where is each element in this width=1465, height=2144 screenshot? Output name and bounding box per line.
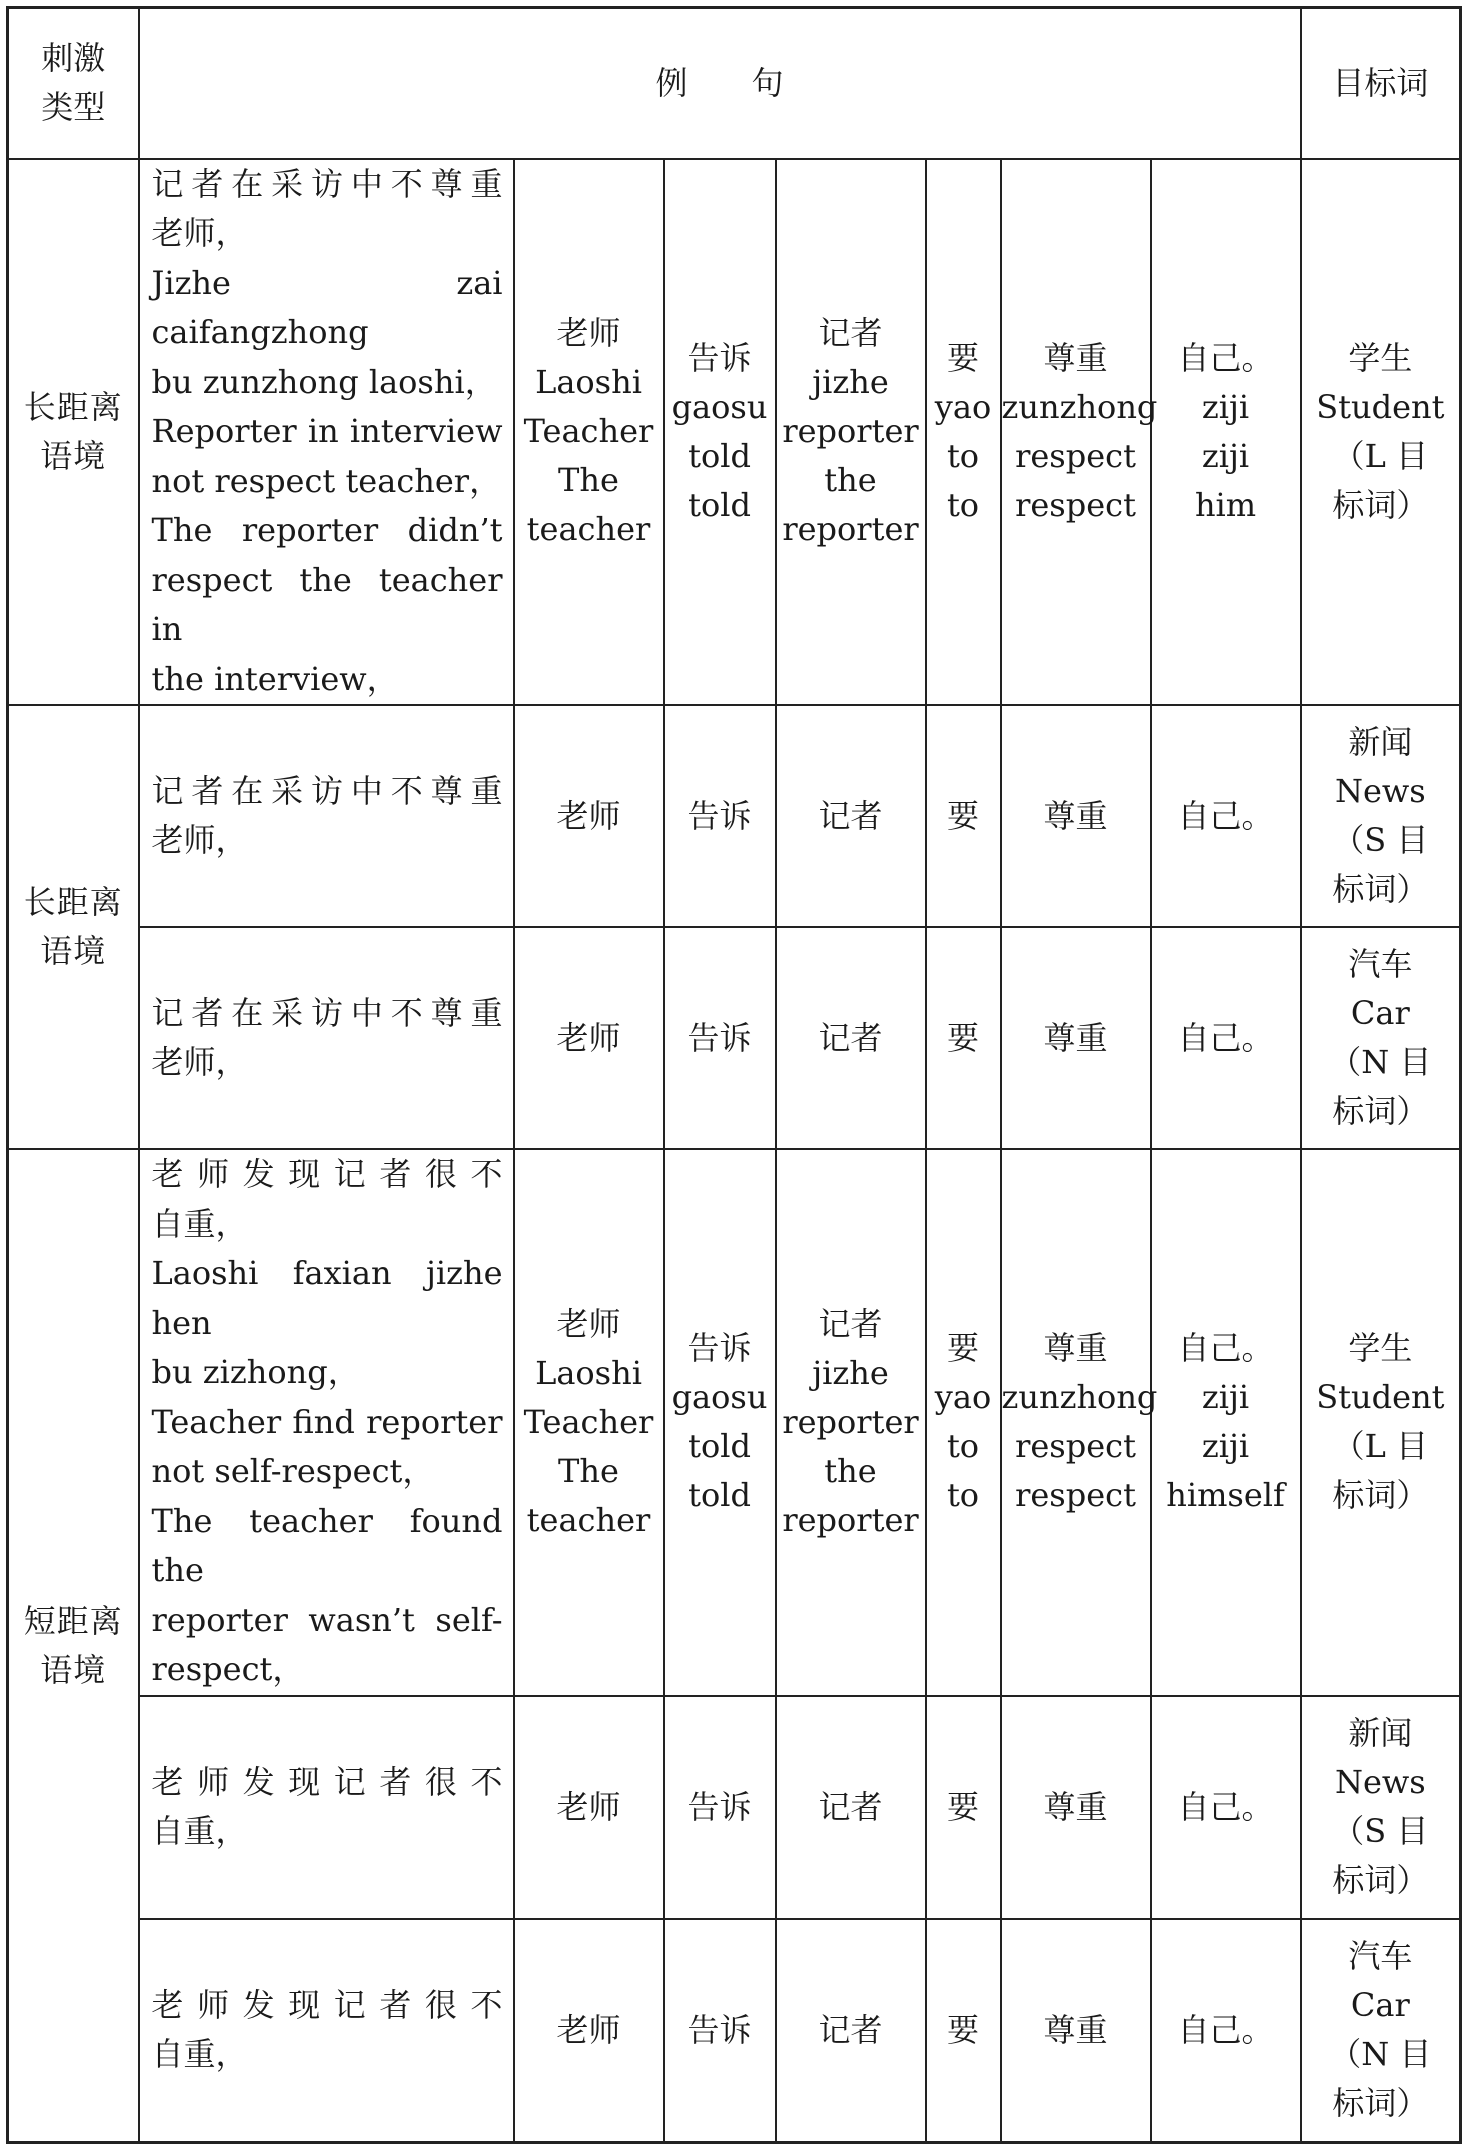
word-line: 要 (946, 796, 979, 835)
word-line: 尊重 (1043, 1329, 1108, 1368)
word-line: 老师 (556, 1787, 621, 1826)
target-word-line: 新闻 (1348, 1714, 1413, 1752)
word-cell (514, 705, 664, 927)
sentence-line: not self-respect， (151, 1452, 435, 1490)
target-word-line: 标词） (1332, 1092, 1429, 1130)
stimulus-table (6, 6, 1462, 2144)
word-line: 老师 (556, 314, 621, 353)
word-line: yao (934, 387, 992, 426)
target-word-line: 标词） (1332, 2084, 1429, 2123)
stimulus-type-cell (8, 705, 139, 1149)
word-cell (514, 159, 664, 706)
target-word-line: 学生 (1348, 1329, 1413, 1368)
word-line: 老师 (556, 1018, 621, 1057)
target-word-line: Student (1316, 387, 1445, 426)
word-cell (776, 927, 926, 1149)
target-word-cell (1301, 927, 1461, 1149)
target-word-line: 标词） (1332, 1861, 1429, 1899)
sentence-line: 自重， (151, 1204, 248, 1243)
word-line: 自己。 (1177, 1787, 1274, 1826)
example-sentence-cell (139, 159, 514, 706)
word-line: ziji (1201, 436, 1250, 475)
word-line: ziji (1201, 1378, 1250, 1417)
word-line: respect (1015, 485, 1136, 524)
word-line: the (824, 461, 877, 500)
header-type-line: 类型 (41, 88, 106, 127)
word-cell (664, 705, 776, 927)
word-line: gaosu (671, 1378, 768, 1417)
header-example-sentence (139, 8, 1301, 159)
word-line: 老师 (556, 2010, 621, 2049)
word-line: The (558, 461, 619, 500)
stimulus-type-line: 短距离 (23, 1601, 123, 1640)
word-line: to (946, 436, 980, 475)
target-word-cell (1301, 159, 1461, 706)
word-line: yao (934, 1378, 992, 1417)
sentence-line: 记者在采访中不尊重 (151, 164, 503, 203)
word-cell (1001, 705, 1151, 927)
sentence-line: The teacher found the (151, 1501, 503, 1589)
word-cell (514, 927, 664, 1149)
word-line: to (946, 1476, 980, 1515)
target-word-cell (1301, 705, 1461, 927)
sentence-line: The reporter didn’t (151, 511, 503, 549)
word-cell (926, 705, 1001, 927)
word-cell (926, 159, 1001, 706)
word-line: reporter (782, 412, 919, 451)
target-word-cell (1301, 1149, 1461, 1696)
word-line: 记者 (818, 2010, 883, 2049)
word-line: 告诉 (687, 338, 752, 377)
sentence-line: Laoshi faxian jizhe hen (151, 1254, 503, 1342)
word-line: 告诉 (687, 796, 752, 835)
stimulus-type-line: 语境 (40, 932, 107, 970)
word-line: 尊重 (1043, 2010, 1108, 2049)
word-line: ziji (1201, 1427, 1250, 1466)
word-line: The (558, 1451, 619, 1490)
word-line: 要 (946, 1329, 979, 1368)
word-cell (664, 1149, 776, 1696)
sentence-line: 老师发现记者很不 (151, 1985, 503, 2024)
example-sentence-cell (139, 1696, 514, 1919)
word-cell (514, 1696, 664, 1919)
word-line: him (1194, 485, 1257, 524)
word-line: 要 (946, 1018, 979, 1057)
word-cell (926, 927, 1001, 1149)
target-word-line: （N 目 (1329, 1043, 1432, 1081)
target-word-line: （S 目 (1332, 821, 1429, 859)
header-target-label: 目标词 (1332, 63, 1429, 102)
word-cell (1151, 1696, 1301, 1919)
header-target-word (1301, 8, 1461, 159)
sentence-line: 记者在采访中不尊重 (151, 771, 503, 810)
target-word-line: 汽车 (1348, 1937, 1413, 1976)
sentence-line: 自重， (151, 1812, 248, 1850)
word-line: respect (1015, 1476, 1136, 1515)
word-cell (1001, 1149, 1158, 1696)
stimulus-type-cell (8, 159, 139, 706)
sentence-line: the interview， (151, 659, 399, 698)
target-word-line: 标词） (1332, 485, 1429, 524)
sentence-line: 老师， (151, 214, 248, 252)
word-line: zunzhong (1001, 387, 1158, 426)
word-cell (664, 159, 776, 706)
word-line: 自己。 (1177, 338, 1274, 377)
word-line: reporter (782, 510, 919, 549)
target-word-line: （L 目 (1332, 436, 1429, 475)
target-word-line: News (1334, 1763, 1426, 1801)
example-sentence-cell (139, 927, 514, 1149)
word-line: jizhe (812, 1353, 889, 1392)
header-stimulus-type (8, 8, 139, 159)
table-row (8, 1149, 1461, 1696)
table-row (8, 159, 1461, 706)
sentence-line: 老师， (151, 1043, 248, 1081)
word-line: gaosu (671, 387, 768, 426)
word-line: reporter (782, 1402, 919, 1441)
sentence-line: Jizhe zai caifangzhong (151, 263, 503, 351)
word-line: 尊重 (1043, 1787, 1108, 1826)
sentence-line: 老师发现记者很不 (151, 1155, 503, 1193)
word-line: 老师 (556, 796, 621, 835)
word-line: zunzhong (1001, 1378, 1158, 1417)
target-word-line: 标词） (1332, 870, 1429, 908)
target-word-line: Car (1350, 1986, 1410, 2025)
stimulus-type-line: 长距离 (23, 883, 123, 921)
target-word-line: （N 目 (1329, 2035, 1432, 2074)
target-word-line: 新闻 (1348, 723, 1413, 761)
target-word-cell (1301, 1696, 1461, 1919)
word-line: 自己。 (1177, 1018, 1274, 1057)
table-row (8, 705, 1461, 927)
target-word-line: Car (1350, 994, 1410, 1032)
word-line: respect (1015, 436, 1136, 475)
word-line: 自己。 (1177, 1329, 1274, 1368)
stimulus-type-line: 语境 (40, 436, 107, 475)
word-line: ziji (1201, 387, 1250, 426)
word-line: told (688, 485, 751, 524)
sentence-line: Reporter in interview (151, 412, 503, 450)
word-line: himself (1166, 1476, 1285, 1515)
word-line: 记者 (818, 314, 883, 353)
example-sentence-cell (139, 705, 514, 927)
word-line: told (688, 1427, 751, 1466)
sentence-line: respect the teacher in (151, 560, 503, 648)
word-line: 尊重 (1043, 796, 1108, 835)
word-line: 尊重 (1043, 1018, 1108, 1057)
word-line: respect (1015, 1427, 1136, 1466)
word-cell (514, 1149, 664, 1696)
stimulus-type-line: 语境 (40, 1650, 107, 1689)
header-example-label: 例 句 (655, 63, 784, 102)
sentence-line: respect， (151, 1650, 305, 1688)
word-line: the (824, 1451, 877, 1490)
word-line: Laoshi (535, 1353, 642, 1392)
target-word-line: 标词） (1332, 1476, 1429, 1515)
word-cell (926, 1149, 1001, 1696)
word-cell (776, 1696, 926, 1919)
word-cell (1001, 159, 1158, 706)
word-line: 自己。 (1177, 2010, 1274, 2049)
target-word-line: 汽车 (1348, 945, 1413, 983)
word-line: teacher (526, 510, 651, 549)
word-cell (1151, 927, 1301, 1149)
sentence-line: Teacher find reporter (151, 1402, 503, 1441)
word-cell (664, 927, 776, 1149)
word-line: reporter (782, 1500, 919, 1539)
table-row (8, 927, 1461, 1149)
header-row (8, 8, 1461, 159)
word-line: 自己。 (1177, 796, 1274, 835)
word-cell (1151, 1149, 1301, 1696)
word-cell (776, 705, 926, 927)
word-line: jizhe (812, 363, 889, 402)
word-line: Teacher (523, 412, 654, 451)
stimulus-type-cell (8, 1149, 139, 2143)
sentence-line: 自重， (151, 2035, 248, 2074)
word-cell (1001, 927, 1151, 1149)
word-line: teacher (526, 1500, 651, 1539)
word-line: 记者 (818, 1304, 883, 1343)
word-line: 告诉 (687, 1018, 752, 1057)
word-line: 要 (946, 1787, 979, 1826)
word-line: Laoshi (535, 363, 642, 402)
table-row (8, 1696, 1461, 1919)
word-cell (1151, 705, 1301, 927)
word-line: 记者 (818, 1018, 883, 1057)
word-line: 老师 (556, 1304, 621, 1343)
target-word-line: （L 目 (1332, 1427, 1429, 1466)
word-cell (1001, 1696, 1151, 1919)
word-cell (776, 159, 926, 706)
word-line: told (688, 1476, 751, 1515)
example-sentence-cell (139, 1149, 514, 1696)
target-word-line: Student (1316, 1378, 1445, 1417)
target-word-line: 学生 (1348, 338, 1413, 377)
sentence-line: 老师， (151, 821, 248, 859)
word-cell (776, 1149, 926, 1696)
sentence-line: bu zizhong， (151, 1353, 360, 1391)
word-line: to (946, 485, 980, 524)
sentence-line: bu zunzhong laoshi， (151, 362, 497, 401)
sentence-line: 老师发现记者很不 (151, 1762, 503, 1801)
header-type-line: 刺激 (41, 39, 106, 78)
word-line: 尊重 (1043, 338, 1108, 377)
word-line: 要 (946, 338, 979, 377)
word-line: 要 (946, 2010, 979, 2049)
word-line: told (688, 436, 751, 475)
word-cell (926, 1696, 1001, 1919)
sentence-line: reporter wasn’t self- (151, 1600, 503, 1639)
word-line: to (946, 1427, 980, 1466)
target-word-line: News (1334, 772, 1426, 810)
word-line: 告诉 (687, 2010, 752, 2049)
word-cell (664, 1696, 776, 1919)
target-word-line: （S 目 (1332, 1812, 1429, 1850)
word-cell (1151, 159, 1301, 706)
word-line: Teacher (523, 1402, 654, 1441)
word-line: 记者 (818, 796, 883, 835)
sentence-line: 记者在采访中不尊重 (151, 993, 503, 1032)
sentence-line: not respect teacher， (151, 461, 502, 500)
word-line: 记者 (818, 1787, 883, 1826)
word-line: 告诉 (687, 1329, 752, 1368)
stimulus-type-line: 长距离 (23, 387, 123, 426)
word-line: 告诉 (687, 1787, 752, 1826)
